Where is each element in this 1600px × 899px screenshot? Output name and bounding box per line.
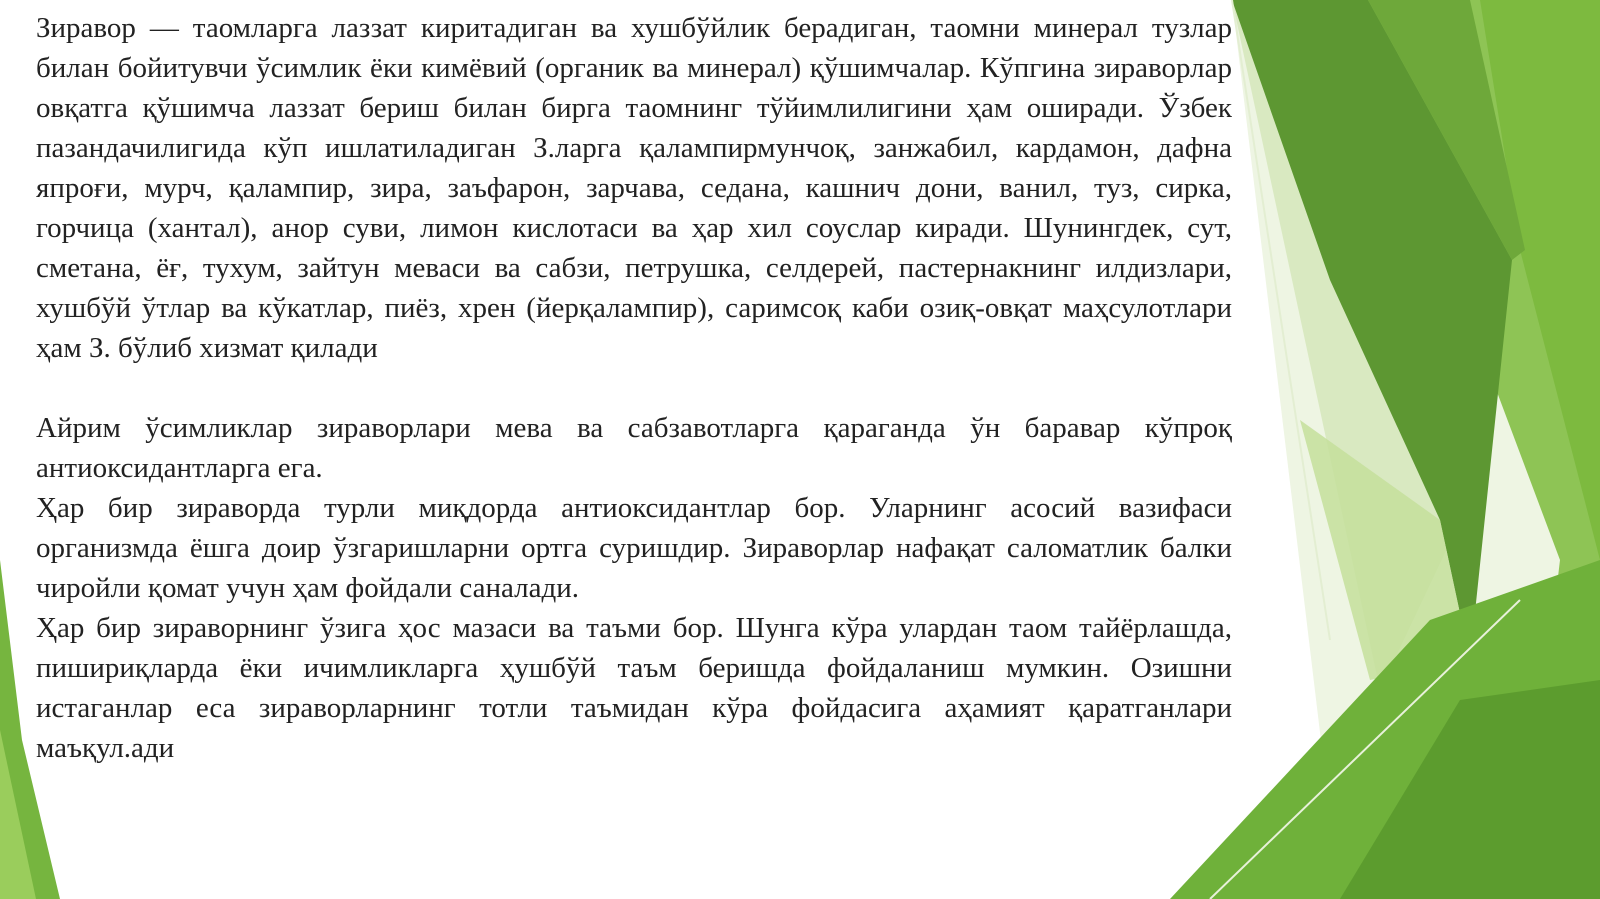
paragraph-definition: Зиравор — таомларга лаззат киритадиган ва хушбўйлик берадиган, таомни минерал тузлар билан бойитувчи ўсимлик ёки кимёвий (органик ва минерал) қўшимчалар. Кўпгина зираворлар овқатга қўшимча лаззат бериш билан бирга таомнинг тўйимлилигини ҳам оширади. Ўзбек пазандачилигида кўп ишлатиладиган З.ларга қалампирмунчоқ, занжабил, кардамон, дафна япроғи, мурч, қалампир, зира, заъфарон, зарчава, седана, кашнич дони, ванил, туз, сирка, горчица (хантал), анор суви, лимон кислотаси ва ҳар хил соуслар киради. Шунингдек, сут, сметана, ёғ, тухум, зайтун меваси ва сабзи, петрушка, селдерей, пастернакнинг илдизлари, хушбўй ўтлар ва кўкатлар, пиёз, хрен (йерқалампир), саримсоқ каби озиқ-овқат маҳсулотлари ҳам З. бўлиб хизмат қилади	[36, 12, 1232, 364]
paragraph-antioxidants: Айрим ўсимликлар зираворлари мева ва сабзавотларга қараганда ўн баравар кўпроқ антиоксидантларга ега.	[36, 412, 1232, 484]
paragraph-spacer	[36, 368, 1232, 408]
paragraph-taste: Ҳар бир зираворнинг ўзига ҳос мазаси ва таъми бор. Шунга кўра улардан таом тайёрлашда, пишириқларда ёки ичимликларга ҳушбўй таъм беришда фойдаланиш мумкин. Озишни истаганлар еса зираворларнинг тотли таъмидан кўра фойдасига аҳамият қаратганлари маъқул.ади	[36, 612, 1232, 764]
body-text	[36, 8, 1232, 768]
paragraph-aging: Ҳар бир зираворда турли миқдорда антиоксидантлар бор. Уларнинг асосий вазифаси организмда ёшга доир ўзгаришларни ортга суришдир. Зираворлар нафақат саломатлик балки чиройли қомат учун ҳам фойдали саналади.	[36, 492, 1232, 604]
